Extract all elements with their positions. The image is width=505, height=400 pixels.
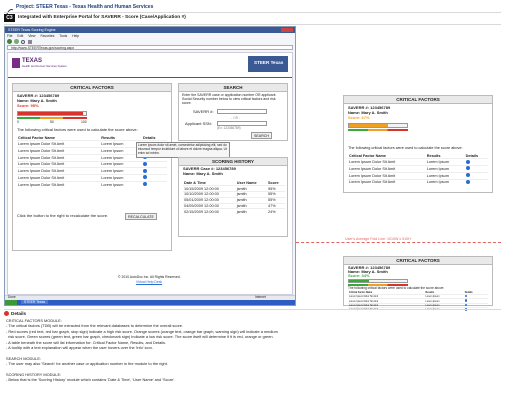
details-line: SCORING HISTORY MODULE:: [6, 371, 62, 377]
gauge-label-0: 0: [17, 120, 19, 124]
steer-texas-logo: [248, 56, 288, 72]
table-row: [348, 172, 488, 179]
browser-toolbar: [7, 39, 293, 44]
details-line: risk score. Green scores (green text, green bar graph, checkmark sign) indicate a low risk score. The score itself will determine if it is red, orange or green.: [6, 334, 274, 340]
table-cell: [465, 172, 488, 179]
table-cell: 55%: [267, 197, 285, 203]
page-viewport: [7, 52, 293, 295]
column-header: Results: [101, 135, 115, 140]
search-panel: [178, 83, 288, 141]
table-cell: 10/15/2009 12:00:00: [183, 186, 236, 192]
table-cell: Lorem Ipsum: [100, 147, 142, 154]
variant-table: [348, 153, 488, 185]
texas-logo-subtext: Health and Human Services System: [22, 64, 67, 68]
table-row: [17, 181, 167, 187]
table-cell: Lorem Ipsum: [425, 303, 464, 307]
texas-logo-text: TEXAS: [22, 58, 43, 64]
table-cell: [142, 161, 167, 168]
ssn-field-label: Applicant SSN:: [185, 121, 212, 126]
home-icon[interactable]: [28, 40, 32, 44]
table-cell: Lorem Ipsum: [100, 175, 142, 182]
menu-tools[interactable]: Tools: [59, 34, 68, 38]
column-header: Date & Time: [184, 180, 206, 185]
table-cell: jsmith: [236, 191, 267, 197]
table-cell: 04/09/2009 12:00:00: [183, 203, 236, 209]
browser-window: [4, 26, 296, 306]
texas-star-icon: [12, 58, 20, 68]
details-line: SEARCH MODULE:: [6, 355, 42, 361]
variant-heading: CRITICAL FACTORS: [344, 257, 492, 265]
table-cell: 95%: [267, 186, 285, 192]
table-cell: Lorem Ipsum: [100, 168, 142, 175]
info-icon[interactable]: [465, 304, 467, 306]
score-gauge-fill: [18, 112, 83, 115]
table-cell: Lorem Ipsum Dolor Sit Amit: [348, 172, 426, 179]
table-cell: Lorem Ipsum Dolor Sit Amit: [17, 141, 100, 148]
steer-logo-text: STEER Texas: [254, 60, 284, 65]
variant-applicant-name: Name: Mary A. Smith: [348, 110, 388, 115]
column-header: Details: [143, 135, 156, 140]
project-title: Project: STEER Texas - Texas Health and Human Services: [16, 4, 154, 10]
details-line: - Red scores (red text, red bar graph, stop sign) indicate a high risk score. Orange scores (orange text, orange bar graph, warning sign) will indicate a medium: [6, 328, 278, 334]
browser-menu-bar: [7, 34, 79, 38]
address-text: http://www.STEERTexas.gov/scoring.aspx: [11, 46, 75, 50]
column-header: Results: [426, 153, 441, 158]
table-cell: 02/15/2009 12:00:00: [183, 209, 236, 214]
critical-factors-variant-orange: [343, 95, 493, 193]
table-cell: Lorem Ipsum Dolor Sit Amit: [348, 295, 425, 299]
table-cell: 05/01/2009 12:00:00: [183, 197, 236, 203]
browser-title-bar: [5, 27, 295, 33]
table-cell: Lorem Ipsum: [425, 299, 464, 303]
refresh-icon[interactable]: [21, 40, 25, 44]
table-cell: Lorem Ipsum: [426, 172, 465, 179]
applicant-name: Name: Mary A. Smith: [17, 98, 57, 103]
texas-logo: [12, 56, 67, 74]
table-cell: Lorem Ipsum Dolor Sit Amit: [17, 147, 100, 154]
table-row: [17, 175, 167, 182]
score-text: Score: 95%: [17, 103, 39, 108]
details-line: - Below that is the 'Scoring History' module which contains 'Date & Time', 'User Name' and 'Score'.: [6, 377, 175, 383]
step-tag-label: C3: [6, 15, 13, 21]
table-row: [348, 159, 488, 166]
column-header: Critical Factor Name: [18, 135, 55, 140]
table-cell: [142, 181, 167, 187]
table-cell: Lorem Ipsum Dolor Sit Amit: [17, 181, 100, 187]
taskbar-tab[interactable]: STEER Texas: [21, 300, 48, 304]
column-header: User Name: [236, 180, 257, 185]
column-header: Score: [268, 180, 279, 185]
variant-score-text: Score: 34%: [348, 273, 370, 278]
table-cell: Lorem Ipsum Dolor Sit Amit: [17, 161, 100, 168]
fold-line: [296, 242, 501, 244]
table-cell: Lorem Ipsum Dolor Sit Amit: [17, 154, 100, 161]
info-icon[interactable]: [466, 160, 470, 164]
details-line: - A tooltip with a text explanation will appear when the user hovers over the 'info' icon.: [6, 344, 153, 350]
info-tooltip: Lorem ipsum dolor sit amet, consectetur adipisicing elit, sed do eiusmod tempor incididunt ut labore et dolore magna aliqua. Ut enim ad minim.: [136, 142, 230, 158]
history-applicant-name: Name: Mary A. Smith: [183, 171, 223, 176]
table-cell: Lorem Ipsum: [426, 165, 465, 172]
variant-saverr-number: SAVERR #: 123456789: [348, 265, 391, 270]
browser-window-title: STEER Texas Scoring Engine: [8, 27, 56, 32]
table-cell: Lorem Ipsum Dolor Sit Amit: [348, 159, 426, 166]
step-title: Integrated with Enterprise Portal for SAVERR - Score (Case/Application #): [18, 15, 186, 20]
column-header: Critical Factor Name: [349, 153, 386, 158]
info-icon[interactable]: [143, 169, 147, 173]
table-cell: Lorem Ipsum: [100, 181, 142, 187]
scoring-history-panel: [178, 157, 288, 237]
table-cell: [142, 175, 167, 182]
details-line: CRITICAL FACTORS MODULE:: [6, 318, 62, 323]
menu-help[interactable]: Help: [72, 34, 80, 38]
score-gauge: [17, 111, 87, 116]
variant-heading: CRITICAL FACTORS: [344, 96, 492, 104]
logo-swoosh-icon: [6, 3, 14, 11]
variant-description: The following critical factors were used to calculate the score above:: [348, 146, 463, 150]
column-header: Critical Factor Name: [349, 291, 373, 294]
info-icon[interactable]: [466, 166, 470, 170]
back-icon[interactable]: [7, 39, 12, 44]
table-cell: Lorem Ipsum Dolor Sit Amit: [348, 299, 425, 303]
table-cell: Lorem Ipsum: [426, 179, 465, 185]
table-cell: Lorem Ipsum Dolor Sit Amit: [348, 179, 426, 185]
table-cell: Lorem Ipsum: [100, 161, 142, 168]
or-separator: - OR -: [231, 116, 241, 120]
table-cell: [465, 159, 488, 166]
table-row: [17, 168, 167, 175]
table-cell: Lorem Ipsum: [100, 141, 142, 148]
window-controls-icon[interactable]: [281, 28, 293, 32]
history-case-number: SAVERR Case #: 123456789: [183, 166, 236, 171]
forward-icon[interactable]: [14, 39, 19, 44]
saverr-field-label: SAVERR #:: [193, 109, 214, 114]
start-button[interactable]: [5, 300, 17, 305]
scoring-history-heading: SCORING HISTORY: [179, 158, 287, 166]
column-header: Details: [465, 153, 479, 158]
virtual-help-desk-link[interactable]: Virtual Help Desk: [136, 280, 163, 284]
table-cell: Lorem Ipsum: [100, 154, 142, 161]
info-icon[interactable]: [143, 182, 147, 186]
table-cell: Lorem Ipsum: [425, 295, 464, 299]
details-line: - A table beneath the score will list information for: Critical Factor Name, Results, and Details.: [6, 339, 167, 345]
search-button[interactable]: SEARCH: [251, 132, 272, 139]
recalculate-text: Click the button to the right to recalculate the score.: [17, 213, 109, 218]
search-heading: SEARCH: [179, 84, 287, 92]
table-row: [17, 161, 167, 168]
fold-line-annotation: User's Average Fold Line: 1010W x 510H: [345, 237, 411, 241]
table-row: [183, 209, 285, 214]
table-cell: Lorem Ipsum Dolor Sit Amit: [348, 165, 426, 172]
table-cell: [465, 165, 488, 172]
table-cell: 24%: [267, 209, 285, 214]
details-line: - The user may also 'Search' for another case or application number in the module to the right.: [6, 361, 168, 367]
variant-applicant-name: Name: Mary A. Smith: [348, 269, 388, 274]
variant-score-gauge: [348, 279, 408, 283]
info-icon[interactable]: [143, 175, 147, 179]
info-icon[interactable]: [466, 173, 470, 177]
footer-copyright: © 2010 AutoDoc Inc. All Rights Reserved.: [118, 275, 181, 279]
column-header: Details: [464, 291, 473, 294]
saverr-number: SAVERR #: 123456789: [17, 93, 60, 98]
info-icon[interactable]: [143, 162, 147, 166]
table-cell: [142, 168, 167, 175]
table-cell: 55%: [267, 191, 285, 197]
zone-text: Internet: [255, 295, 266, 299]
column-header: Results: [425, 291, 435, 294]
table-cell: jsmith: [236, 197, 267, 203]
step-tag: [4, 14, 15, 22]
table-cell: Lorem Ipsum Dolor Sit Amit: [17, 175, 100, 182]
table-cell: jsmith: [236, 186, 267, 192]
table-row: [348, 165, 488, 172]
table-cell: jsmith: [236, 209, 267, 214]
table-row: [348, 179, 488, 185]
details-notes: [6, 318, 496, 383]
variant-gauge-fill: [349, 124, 388, 127]
variant-description: The following critical factors were used to calculate the score above:: [348, 286, 445, 290]
gauge-label-50: 50: [50, 120, 54, 124]
table-cell: Lorem Ipsum Dolor Sit Amit: [17, 168, 100, 175]
menu-view[interactable]: View: [28, 34, 36, 38]
info-icon[interactable]: [465, 295, 467, 297]
gauge-label-100: 100: [81, 120, 87, 124]
menu-edit[interactable]: Edit: [17, 34, 24, 38]
variant-gauge-scale: [348, 129, 408, 131]
critical-factors-description: The following critical factors were used to calculate the score above:: [17, 127, 138, 132]
recalculate-button[interactable]: RECALCULATE: [125, 213, 157, 220]
scoring-history-table: [183, 180, 285, 214]
details-line: - The critical factors (TDB) will be extracted from the relevant databases to determine the overall score.: [6, 323, 184, 329]
details-icon: [4, 311, 9, 316]
table-cell: [465, 179, 488, 185]
search-instructions: Enter the SAVERR case or application number OR applicant Social Security number below to view critical factors and risk score.: [182, 93, 276, 106]
critical-factors-heading: CRITICAL FACTORS: [13, 84, 171, 92]
info-icon[interactable]: [465, 299, 467, 301]
menu-favorites[interactable]: Favorites: [40, 34, 55, 38]
menu-file[interactable]: File: [7, 34, 13, 38]
table-cell: Lorem Ipsum: [426, 159, 465, 166]
gauge-scale: [17, 117, 87, 119]
info-icon[interactable]: [466, 180, 470, 184]
details-heading: Details: [11, 311, 27, 316]
table-cell: 47%: [267, 203, 285, 209]
variant-score-gauge: [348, 123, 408, 128]
taskbar: [5, 300, 295, 305]
variant-score-text: Score: 67%: [348, 115, 370, 120]
table-cell: Lorem Ipsum Dolor Sit Amit: [348, 303, 425, 307]
variant-gauge-fill: [349, 280, 369, 282]
address-bar[interactable]: [7, 45, 293, 50]
critical-factors-panel: [12, 83, 172, 251]
critical-factors-variant-green: [343, 256, 493, 306]
saverr-input[interactable]: [217, 109, 267, 114]
table-cell: jsmith: [236, 203, 267, 209]
ssn-hint: (Ex: 123456789): [217, 126, 241, 130]
status-text: Done: [8, 295, 16, 299]
table-cell: 10/10/2009 12:00:00: [183, 191, 236, 197]
variant-saverr-number: SAVERR #: 123456789: [348, 105, 391, 110]
